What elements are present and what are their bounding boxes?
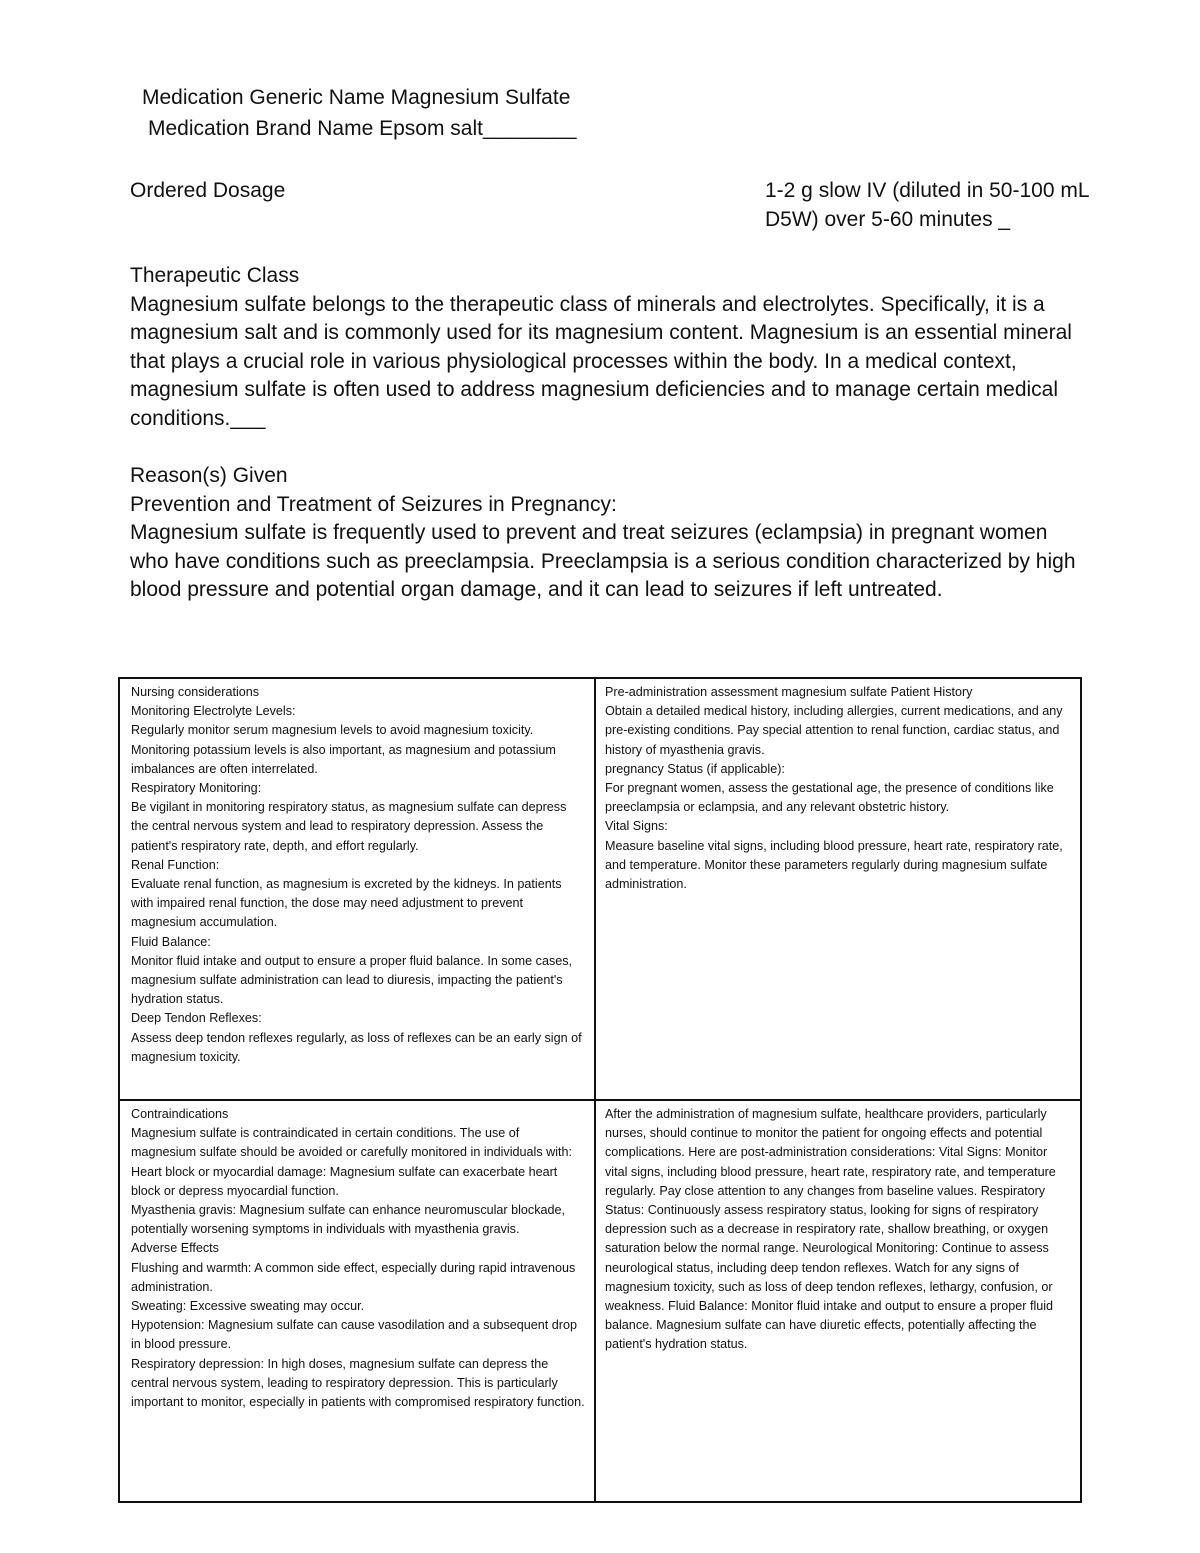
adverse-line: Sweating: Excessive sweating may occur. (131, 1299, 365, 1314)
preadmin-line: pregnancy Status (if applicable): (605, 761, 785, 776)
therapeutic-class-heading: Therapeutic Class (130, 264, 300, 287)
nursing-considerations-title: Nursing considerations (131, 685, 260, 699)
table-row-divider (120, 1099, 1080, 1101)
nursing-line: Be vigilant in monitoring respiratory status, as magnesium sulfate can depress the central nervous system and lead to respiratory depression. Assess the patient's respiratory rate, depth, and effort regularly. (131, 800, 567, 853)
brand-name-line: Medication Brand Name Epsom salt________ (148, 117, 577, 140)
nursing-line: Evaluate renal function, as magnesium is excreted by the kidneys. In patients with impaired renal function, the dose may need adjustment to prevent magnesium accumulation. (131, 877, 562, 930)
therapeutic-class-text: Magnesium sulfate belongs to the therapeutic class of minerals and electrolytes. Specifically, it is a magnesium salt and is commonly used for its magnesium content. Magnesium is an essential mineral that plays a crucial role in various physiological processes within the body. In a medical context, magnesium sulfate is often used to address magnesium deficiencies and to manage certain medical conditions.___ (130, 292, 1072, 430)
therapeutic-class-section (130, 262, 1090, 434)
adverse-line: Hypotension: Magnesium sulfate can cause vasodilation and a subsequent drop in blood pressure. (131, 1318, 577, 1352)
patient-history-label: Patient History (887, 685, 973, 699)
preadmin-line: Obtain a detailed medical history, including allergies, current medications, and any pre-existing conditions. Pay special attention to renal function, cardiac status, and history of myasthenia gravis. (605, 704, 1063, 757)
contraindications-cell (131, 1105, 586, 1412)
generic-name-line: Medication Generic Name Magnesium Sulfate (142, 86, 571, 109)
nursing-line: Respiratory Monitoring: (131, 781, 262, 796)
post-administration-cell (605, 1105, 1070, 1355)
reasons-heading: Reason(s) Given (130, 464, 288, 487)
pre-administration-title: Pre-administration assessment magnesium sulfate (605, 685, 888, 699)
reasons-subheading: Prevention and Treatment of Seizures in Pregnancy: (130, 492, 617, 516)
reasons-text: Magnesium sulfate is frequently used to prevent and treat seizures (eclampsia) in pregnant women who have conditions such as preeclampsia. Preeclampsia is a serious condition characterized by high blood pressure and potential organ damage, and it can lead to seizures if left untreated. (130, 521, 1076, 602)
preadmin-line: Measure baseline vital signs, including blood pressure, heart rate, respiratory rate, and temperature. Monitor these parameters regularly during magnesium sulfate administration. (605, 838, 1063, 892)
pre-administration-cell (605, 683, 1070, 894)
preadmin-line: For pregnant women, assess the gestational age, the presence of conditions like preeclampsia or eclampsia, and any relevant obstetric history. (605, 781, 1054, 815)
pre-administration-title-line (605, 683, 1070, 702)
nursing-line: Assess deep tendon reflexes regularly, as loss of reflexes can be an early sign of magnesium toxicity. (131, 1030, 582, 1064)
reasons-section (130, 462, 1090, 605)
nursing-considerations-cell (131, 683, 586, 1067)
contra-line: Myasthenia gravis: Magnesium sulfate can enhance neuromuscular blockade, potentially worsening symptoms in individuals with myasthenia gravis. (131, 1203, 566, 1237)
preadmin-line: Vital Signs: (605, 819, 668, 834)
contraindications-title: Contraindications (131, 1107, 229, 1121)
table-column-divider (594, 679, 596, 1501)
adverse-line: Flushing and warmth: A common side effect, especially during rapid intravenous administration. (131, 1260, 576, 1294)
nursing-line: Deep Tendon Reflexes: (131, 1011, 262, 1026)
adverse-effects-title: Adverse Effects (131, 1241, 219, 1256)
drug-card-table (118, 677, 1082, 1503)
ordered-dosage-value: 1-2 g slow IV (diluted in 50-100 mL D5W) over 5-60 minutes _ (765, 179, 1089, 231)
nursing-line: Monitor fluid intake and output to ensure a proper fluid balance. In some cases, magnesium sulfate administration can lead to diuresis, impacting the patient's hydration status. (131, 953, 573, 1007)
nursing-line: Monitoring Electrolyte Levels: (131, 704, 296, 719)
ordered-dosage-label: Ordered Dosage (130, 179, 286, 202)
nursing-line: Regularly monitor serum magnesium levels to avoid magnesium toxicity. Monitoring potassium levels is also important, as magnesium and potassium imbalances are often interrelated. (131, 723, 556, 776)
adverse-line: Respiratory depression: In high doses, magnesium sulfate can depress the central nervous system, leading to respiratory depression. This is particularly important to monitor, especially in patients with compromised respiratory function. (131, 1356, 585, 1410)
post-administration-text: After the administration of magnesium sulfate, healthcare providers, particularly nurses, should continue to monitor the patient for ongoing effects and potential complications. Here are post-administration considerations: Vital Signs: Monitor vital signs, including blood pressure, heart rate, respiratory rate, and temperature regularly. Pay close attention to any changes from baseline values. Respiratory Status: Continuously assess respiratory status, looking for signs of respiratory depression such as a decrease in respiratory rate, shallow breathing, or oxygen saturation below the normal range. Neurological Monitoring: Continue to assess neurological status, including deep tendon reflexes. Watch for any signs of magnesium toxicity, such as loss of deep tendon reflexes, lethargy, confusion, or weakness. Fluid Balance: Monitor fluid intake and output to ensure a proper fluid balance. Magnesium sulfate can have diuretic effects, potentially affecting the patient's hydration status. (605, 1107, 1056, 1352)
nursing-line: Renal Function: (131, 857, 220, 872)
contra-line: Magnesium sulfate is contraindicated in certain conditions. The use of magnesium sulfate should be avoided or carefully monitored in individuals with: (131, 1126, 573, 1160)
nursing-line: Fluid Balance: (131, 934, 211, 949)
contra-line: Heart block or myocardial damage: Magnesium sulfate can exacerbate heart block or depress myocardial function. (131, 1164, 558, 1198)
